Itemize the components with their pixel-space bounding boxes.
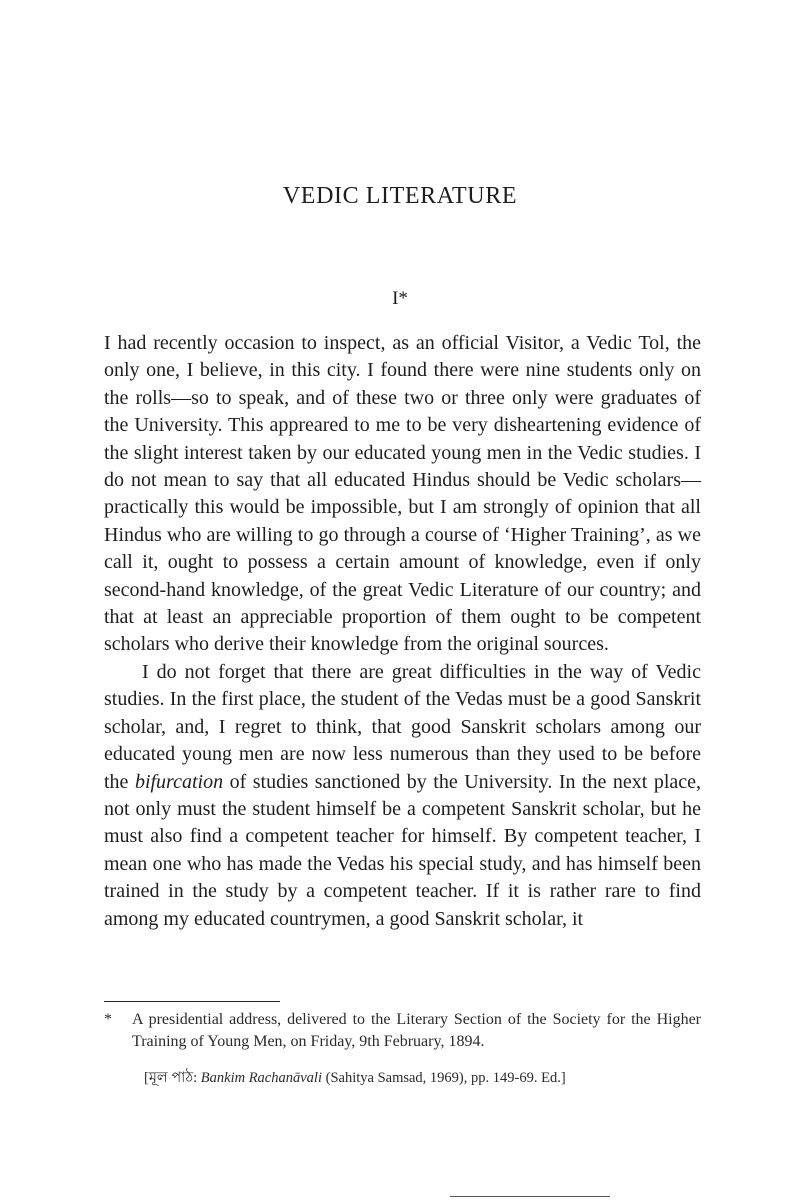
section-number: I* [392, 288, 408, 309]
page-bottom-line [450, 1196, 610, 1197]
paragraph-1: I had recently occasion to inspect, as an official Visitor, a Vedic Tol, the only one, I believe, in this city. I found there were nine students only on the rolls—so to speak, and of these two or three only were graduates of the University. This appreared to me to be very disheartening evidence of the slight interest taken by our educated young men in the Vedic studies. I do not mean to say that all educated Hindus should be Vedic scholars—practically this would be impossible, but I am strongly of opinion that all Hindus who are willing to go through a course of ‘Higher Training’, as we call it, ought to possess a certain amount of knowledge, even if only second-hand knowledge, of the great Vedic Literature of our country; and that at least an appreciable proportion of them ought to be competent scholars who derive their knowledge from the original sources. [104, 332, 701, 656]
footnote [104, 1009, 701, 1053]
body-text [104, 330, 701, 933]
paragraph-2 [104, 659, 701, 933]
editorial-bengali-label: মূল পাঠ: [148, 1070, 198, 1086]
italic-term: bifurcation [134, 770, 224, 793]
editorial-source-title: Bankim Rachanāvali [200, 1070, 322, 1086]
footnote-divider [104, 1001, 280, 1002]
editorial-open-bracket: [ [144, 1070, 149, 1086]
editorial-source-details: (Sahitya Samsad, 1969), pp. 149-69. Ed.] [322, 1070, 566, 1086]
paragraph-2-part-1: I do not forget that there are great difficulties in the way of Vedic studies. In the first place, the student of the Vedas must be a good Sanskrit scholar, and, I regret to think, that good Sanskrit scholars among our educated young men are now less numerous than they used to be before the [104, 660, 701, 793]
footnote-marker: * [104, 1011, 112, 1028]
chapter-title: VEDIC LITERATURE [282, 183, 518, 209]
editorial-note [144, 1067, 566, 1091]
footnote-text: A presidential address, delivered to the Literary Section of the Society for the Higher Training of Young Men, on Friday, 9th February, 1894. [132, 1011, 701, 1050]
paragraph-2-part-2: of studies sanctioned by the University. In the next place, not only must the student himself be a competent Sanskrit scholar, but he must also find a competent teacher for himself. By competent teacher, I mean one who has made the Vedas his special study, and has himself been trained in the study by a competent teacher. If it is rather rare to find among my educated countrymen, a good Sanskrit scholar, it [104, 770, 702, 930]
